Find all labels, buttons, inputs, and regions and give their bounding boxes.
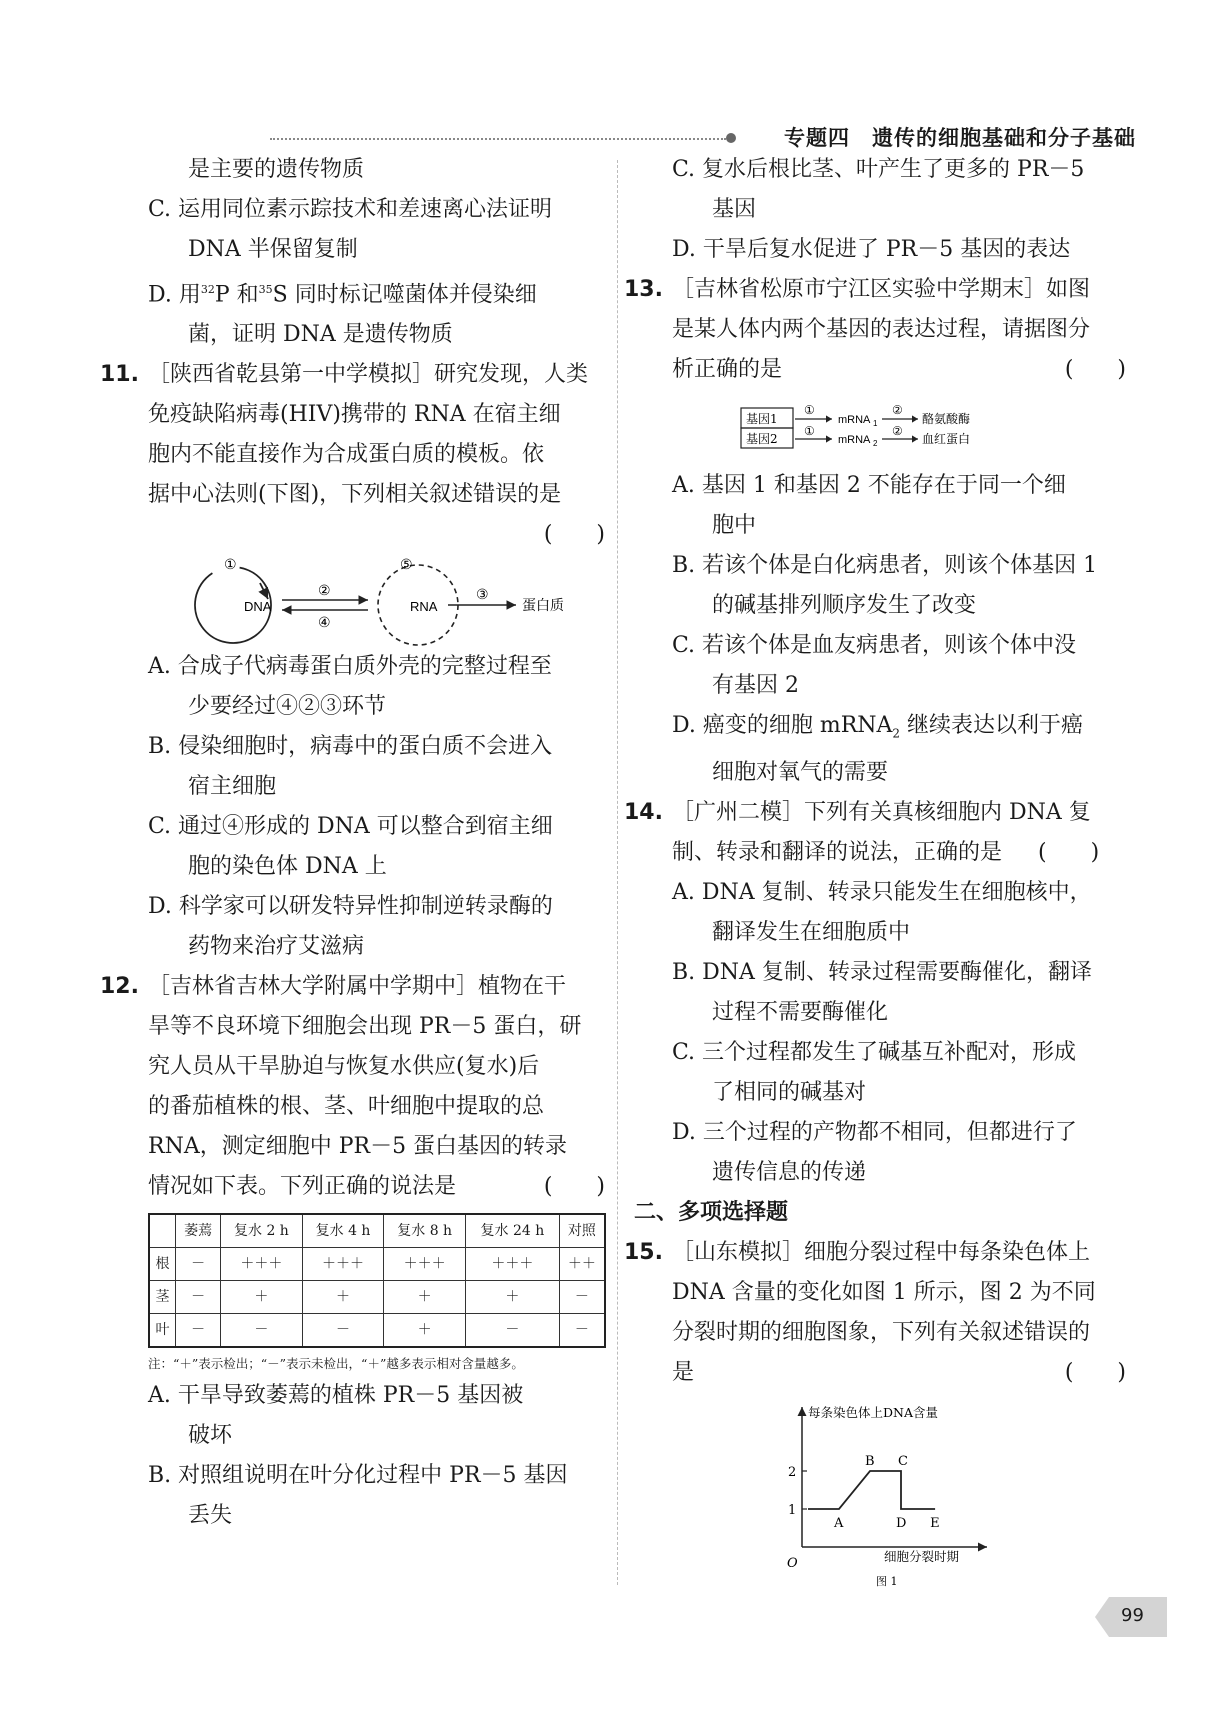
option-c: C. 通过④形成的 DNA 可以整合到宿主细 胞的染色体 DNA 上	[148, 814, 553, 880]
label-5: ⑤	[400, 557, 413, 574]
q11-options	[110, 647, 605, 967]
left-column	[100, 150, 605, 1536]
q13-options	[634, 466, 1126, 793]
table-note: 注：“＋”表示检出；“－”表示未检出，“＋”越多表示相对含量越多。	[148, 1356, 524, 1372]
point-label-c: C	[898, 1454, 908, 1470]
step2-label: ②	[892, 424, 903, 438]
option-a: A. 干旱导致萎蔫的植株 PR－5 基因被 破坏	[148, 1383, 524, 1449]
option-a: A. 基因 1 和基因 2 不能存在于同一个细 胞中	[672, 473, 1066, 538]
label-3: ③	[476, 587, 489, 604]
question-11: 11. ［陕西省乾县第一中学模拟］研究发现，人类 免疫缺陷病毒(HIV)携带的 RNA 在宿主细 胞内不能直接作为合成蛋白质的模板。依 据中心法则(下图)，下列相关叙述错误的是 ( )	[110, 355, 605, 555]
dna-label: DNA	[244, 599, 272, 615]
q12-options-cont	[634, 150, 1126, 270]
page-number-tab	[1095, 1597, 1167, 1637]
table-header-row: 萎蔫 复水 2 h 复水 4 h 复水 8 h 复水 24 h 对照	[149, 1214, 605, 1248]
question-number: 11.	[100, 362, 139, 388]
gene2-label: 基因2	[746, 432, 778, 446]
point-label-a: A	[834, 1516, 844, 1532]
label-4: ④	[318, 615, 331, 632]
series-line	[808, 1471, 935, 1509]
right-column	[624, 150, 1126, 1589]
rna-label: RNA	[410, 599, 438, 615]
header-dotted-rule	[270, 138, 726, 140]
option-d: D. 干旱后复水促进了 PR－5 基因的表达	[672, 237, 1071, 262]
table-row: 茎 － ＋ ＋ ＋ ＋ －	[149, 1281, 605, 1314]
option-d: D. 科学家可以研发特异性抑制逆转录酶的 药物来治疗艾滋病	[148, 894, 553, 960]
answer-paren: ( )	[1038, 840, 1100, 866]
table-row: 叶 － － － ＋ － －	[149, 1314, 605, 1348]
section-heading: 二、多项选择题	[634, 1200, 789, 1226]
question-number: 12.	[100, 974, 139, 1000]
option-d-q10: D. 用$^{32}$P 和$^{35}$S 同时标记噬菌体并侵染细 菌，证明 DNA 是遗传物质	[148, 282, 537, 348]
point-label-b: B	[865, 1454, 875, 1470]
q14-options	[634, 873, 1126, 1193]
question-number: 14.	[624, 800, 663, 826]
chart-svg	[782, 1399, 1002, 1589]
option-c: C. 复水后根比茎、叶产生了更多的 PR－5 基因	[672, 157, 1085, 222]
hemoglobin-label: 血红蛋白	[922, 432, 971, 446]
dna-content-chart	[672, 1393, 1126, 1589]
continued-text: 是主要的遗传物质	[188, 157, 365, 182]
option-c-q10: C. 运用同位素示踪技术和差速离心法证明 DNA 半保留复制	[148, 197, 553, 262]
mrna1-subscript: 1	[873, 419, 878, 428]
expression-table	[148, 1213, 606, 1348]
option-a: A. DNA 复制、转录只能发生在细胞核中， 翻译发生在细胞质中	[672, 880, 1092, 946]
mrna2-subscript: 2	[873, 439, 878, 448]
tyrosinase-label: 酪氨酸酶	[922, 412, 971, 426]
chart-title: 每条染色体上DNA含量	[808, 1405, 938, 1421]
step1-label: ①	[804, 424, 815, 438]
protein-label: 蛋白质	[522, 598, 564, 615]
gene-expression-diagram	[672, 390, 1126, 466]
option-c: C. 若该个体是血友病患者，则该个体中没 有基因 2	[672, 633, 1077, 698]
label-1: ①	[224, 557, 237, 574]
header-bullet	[726, 133, 736, 143]
answer-paren: ( )	[1064, 1360, 1126, 1386]
figure-caption: 图 1	[876, 1575, 898, 1589]
q12-options	[110, 1376, 605, 1536]
question-number: 15.	[624, 1240, 663, 1266]
origin-label: O	[787, 1556, 798, 1572]
point-label-d: D	[896, 1516, 907, 1532]
step1-label: ①	[804, 403, 815, 417]
option-d: D. 癌变的细胞 mRNA$_2$ 继续表达以利于癌 细胞对氧气的需要	[672, 713, 1084, 786]
point-label-e: E	[930, 1516, 940, 1532]
option-b: B. 侵染细胞时，病毒中的蛋白质不会进入 宿主细胞	[148, 734, 553, 800]
mrna2-label: mRNA	[838, 434, 871, 446]
option-a: A. 合成子代病毒蛋白质外壳的完整过程至 少要经过④②③环节	[148, 654, 552, 720]
central-dogma-diagram	[148, 555, 605, 647]
question-number: 13.	[624, 277, 663, 302]
header-title: 专题四 遗传的细胞基础和分子基础	[784, 126, 1136, 150]
running-header	[270, 122, 1136, 152]
table-row: 根 － ＋＋＋ ＋＋＋ ＋＋＋ ＋＋＋ ＋＋	[149, 1248, 605, 1281]
question-14: 14. ［广州二模］下列有关真核细胞内 DNA 复 制、转录和翻译的说法，正确的是 ( )	[634, 793, 1126, 873]
option-d: D. 三个过程的产物都不相同，但都进行了 遗传信息的传递	[672, 1120, 1077, 1186]
question-12: 12. ［吉林省吉林大学附属中学期中］植物在干 旱等不良环境下细胞会出现 PR－5 蛋白，研 究人员从干旱胁迫与恢复水供应(复水)后 的番茄植株的根、茎、叶细胞中提取的总 RNA，测定细胞中 PR－5 蛋白基因的转录 情况如下表。下列正确的说法是 ( )	[110, 967, 605, 1207]
question-13: 13. ［吉林省松原市宁江区实验中学期末］如图 是某人体内两个基因的表达过程，请据图分 析正确的是 ( )	[634, 270, 1126, 390]
x-axis-label: 细胞分裂时期	[884, 1549, 960, 1565]
answer-paren: ( )	[543, 522, 605, 548]
mrna1-label: mRNA	[838, 414, 871, 426]
page-number: 99	[1121, 1605, 1144, 1626]
gene1-label: 基因1	[746, 412, 778, 426]
step2-label: ②	[892, 403, 903, 417]
y-tick-label: 2	[788, 1465, 797, 1481]
option-c: C. 三个过程都发生了碱基互补配对，形成 了相同的碱基对	[672, 1040, 1077, 1106]
y-tick-label: 1	[788, 1503, 797, 1519]
option-b: B. 对照组说明在叶分化过程中 PR－5 基因 丢失	[148, 1463, 568, 1529]
label-2: ②	[318, 583, 331, 600]
answer-paren: ( )	[543, 1174, 605, 1200]
option-b: B. 若该个体是白化病患者，则该个体基因 1 的碱基排列顺序发生了改变	[672, 553, 1098, 618]
answer-paren: ( )	[1064, 357, 1126, 382]
option-b: B. DNA 复制、转录过程需要酶催化，翻译 过程不需要酶催化	[672, 960, 1092, 1026]
column-divider	[617, 160, 618, 1585]
question-15: 15. ［山东模拟］细胞分裂过程中每条染色体上 DNA 含量的变化如图 1 所示，图 2 为不同 分裂时期的细胞图象，下列有关叙述错误的 是 ( )	[634, 1233, 1126, 1393]
